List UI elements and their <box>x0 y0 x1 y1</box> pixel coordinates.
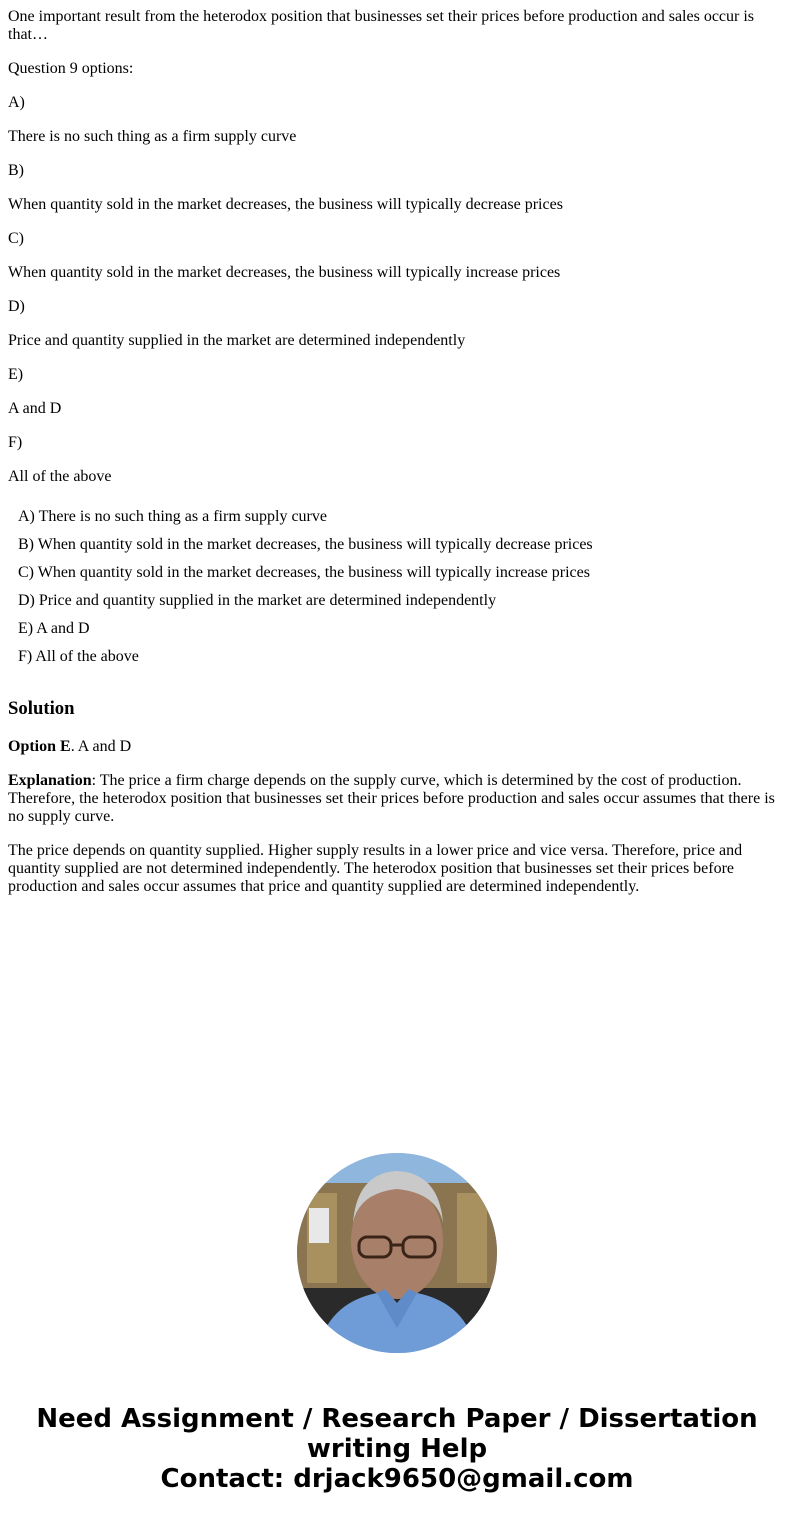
option-list-item-c: C) When quantity sold in the market decreases, the business will typically increase prices <box>18 564 590 581</box>
option-a-label: A) <box>8 94 25 111</box>
promo-contact: Contact: drjack9650@gmail.com <box>160 1464 634 1494</box>
explanation-label: Explanation <box>8 772 92 789</box>
solution-answer <box>8 738 786 756</box>
option-list-item-a: A) There is no such thing as a firm supply curve <box>18 508 327 525</box>
option-list-item-d: D) Price and quantity supplied in the market are determined independently <box>18 592 497 609</box>
avatar <box>297 1153 497 1353</box>
solution-paragraph-2: The price depends on quantity supplied. Higher supply results in a lower price and vice versa. Therefore, price and quantity supplied are not determined independently. The heterodox position that businesses set their prices before production and sales occur assumes that price and quantity supplied are determined independently. <box>8 842 743 895</box>
solution-explanation <box>8 772 786 826</box>
promo-line-2: writing Help <box>306 1434 488 1464</box>
answer-option-label: Option E <box>8 738 71 755</box>
option-e-label: E) <box>8 366 24 383</box>
option-list-item-f: F) All of the above <box>18 648 139 665</box>
options-heading: Question 9 options: <box>8 60 134 77</box>
question-text: One important result from the heterodox position that businesses set their prices before production and sales occur is that… <box>8 8 755 43</box>
option-e-text: A and D <box>8 400 62 417</box>
option-c-label: C) <box>8 230 24 247</box>
explanation-text: : The price a firm charge depends on the supply curve, which is determined by the cost of production. Therefore, the heterodox position that businesses set their prices before production and sales occur assumes that there is no supply curve. <box>8 772 775 825</box>
option-b-label: B) <box>8 162 24 179</box>
answer-option-text: . A and D <box>70 738 132 755</box>
option-a-text: There is no such thing as a firm supply curve <box>8 128 297 145</box>
option-c-text: When quantity sold in the market decreases, the business will typically increase prices <box>8 264 561 281</box>
options-list <box>8 508 786 676</box>
promo-line-1: Need Assignment / Research Paper / Dissertation <box>36 1404 758 1434</box>
option-list-item-b: B) When quantity sold in the market decreases, the business will typically decrease prices <box>18 536 593 553</box>
option-f-label: F) <box>8 434 23 451</box>
option-b-text: When quantity sold in the market decreases, the business will typically decrease prices <box>8 196 563 213</box>
option-f-text: All of the above <box>8 468 112 485</box>
promo-banner <box>0 1404 794 1494</box>
person-portrait-icon <box>297 1153 497 1353</box>
option-d-text: Price and quantity supplied in the market are determined independently <box>8 332 466 349</box>
solution-heading: Solution <box>8 698 75 719</box>
option-d-label: D) <box>8 298 25 315</box>
option-list-item-e: E) A and D <box>18 620 90 637</box>
